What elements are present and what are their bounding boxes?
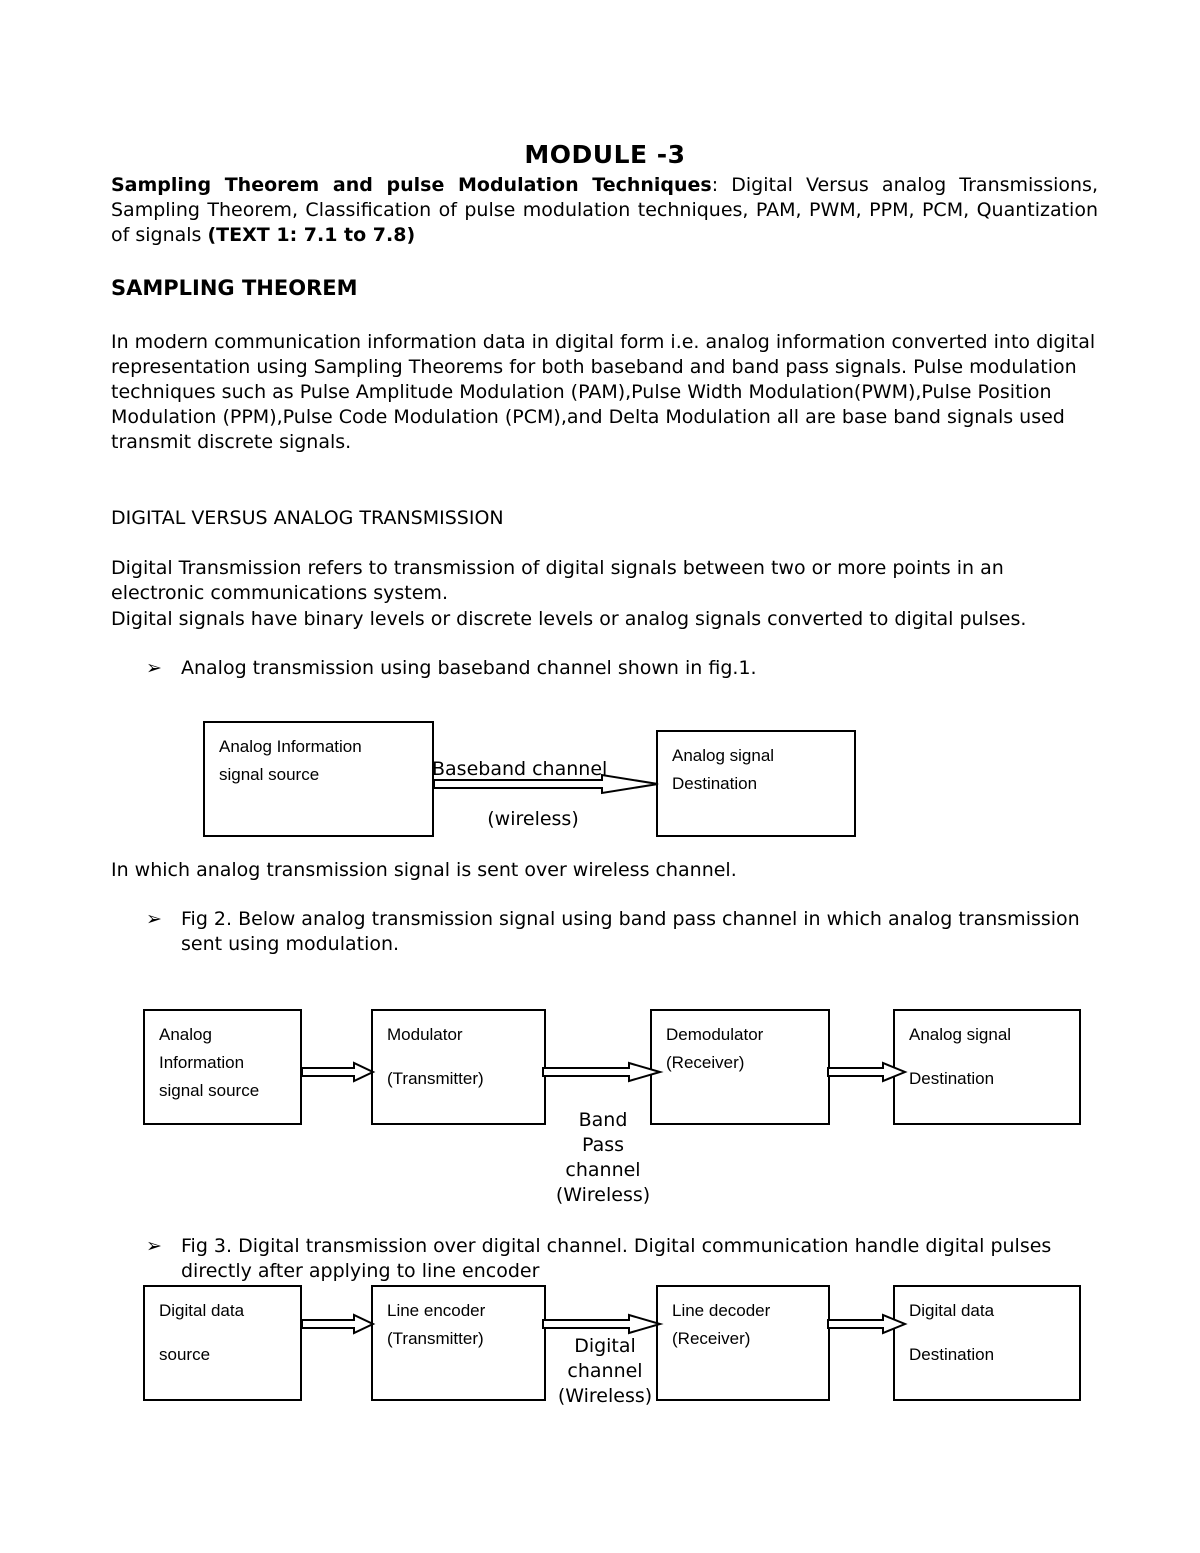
intro-bold-lead: Sampling Theorem and pulse Modulation Techniques [111,174,712,196]
arrow-bullet-icon: ➢ [146,908,162,930]
arrow-bullet-icon: ➢ [146,1235,162,1257]
fig2-box4-line2: Destination [909,1069,995,1088]
fig2-channel-line3: channel [565,1159,641,1181]
paragraph-digital-transmission: Digital Transmission refers to transmission of digital signals between two or more points in an electronic communications system. [111,557,1004,604]
fig3-channel-line3: (Wireless) [557,1385,653,1407]
fig3-arrow-1 [302,1315,373,1333]
fig2-box2-line2: (Transmitter) [387,1069,484,1088]
fig3-box2-line2: (Transmitter) [387,1329,484,1348]
intro-text: Digital Versus analog Transmissions, Sampling Theorem, Classification of pulse modulation techniques, PAM, PWM, PPM, PCM, Quantization of signals [111,174,1098,246]
fig2-arrow-1 [302,1063,373,1081]
fig1-source-line2: signal source [219,765,320,784]
fig2-box1-line3: signal source [159,1081,260,1100]
fig3-box1-line2: source [159,1345,211,1364]
fig1-dest-line2: Destination [672,774,758,793]
fig3-box2-line1: Line encoder [387,1301,486,1320]
fig2-box4-line1: Analog signal [909,1025,1012,1044]
fig3-box1-line1: Digital data [159,1301,245,1320]
fig2-channel-line2: Pass [581,1134,625,1156]
fig1-channel-label: Baseband channel [432,758,608,780]
fig1-baseband-arrow [434,775,658,793]
fig3-box4-line1: Digital data [909,1301,995,1320]
bullet-text: Fig 2. Below analog transmission signal using band pass channel in which analog transmission sent using modulation. [181,908,1080,955]
fig2-arrow-3 [828,1063,905,1081]
bullet-text: Analog transmission using baseband channel shown in fig.1. [181,657,757,679]
fig2-channel-line4: (Wireless) [555,1184,651,1206]
intro-reference: (TEXT 1: 7.1 to 7.8) [207,224,416,246]
fig3-arrow-3 [828,1315,905,1333]
bullet-text: Fig 3. Digital transmission over digital channel. Digital communication handle digital pulses directly after applying to line encoder [181,1235,1052,1282]
fig2-box2-line1: Modulator [387,1025,463,1044]
fig2-box3-line1: Demodulator [666,1025,764,1044]
paragraph-wireless-channel: In which analog transmission signal is sent over wireless channel. [111,859,737,881]
fig3-box3-line2: (Receiver) [672,1329,751,1348]
fig2-arrow-2 [543,1063,660,1081]
paragraph-sampling-intro: In modern communication information data in digital form i.e. analog information converted into digital representation using Sampling Theorems for both baseband and band pass signals. Pulse modulation techniques such as Pulse Amplitude Modulation (PAM),Pulse Width Modulation(PWM),Pulse Position Modulation (PPM),Pulse Code Modulation (PCM),and Delta Modulation all are base band signals used transmit discrete signals. [111,331,1096,453]
fig3-box3-line1: Line decoder [672,1301,771,1320]
fig2-channel-line1: Band [578,1109,628,1131]
fig3-channel-line2: channel [567,1360,643,1382]
intro-colon: : [711,174,719,196]
fig2-box3-line2: (Receiver) [666,1053,745,1072]
fig1-source-line1: Analog Information [219,737,362,756]
fig3-box4-line2: Destination [909,1345,995,1364]
fig2-box1-line1: Analog [159,1025,212,1044]
fig3-arrow-2 [543,1315,660,1333]
fig1-channel-sublabel: (wireless) [487,808,579,830]
fig2-box1-line2: Information [159,1053,245,1072]
page-title: MODULE -3 [524,140,686,169]
fig3-channel-line1: Digital [574,1335,636,1357]
subheading-digital-vs-analog: DIGITAL VERSUS ANALOG TRANSMISSION [111,507,504,529]
arrow-bullet-icon: ➢ [146,657,162,679]
fig1-dest-line1: Analog signal [672,746,775,765]
paragraph-digital-signals: Digital signals have binary levels or discrete levels or analog signals converted to digital pulses. [111,608,1027,630]
section-heading: SAMPLING THEOREM [111,276,358,300]
